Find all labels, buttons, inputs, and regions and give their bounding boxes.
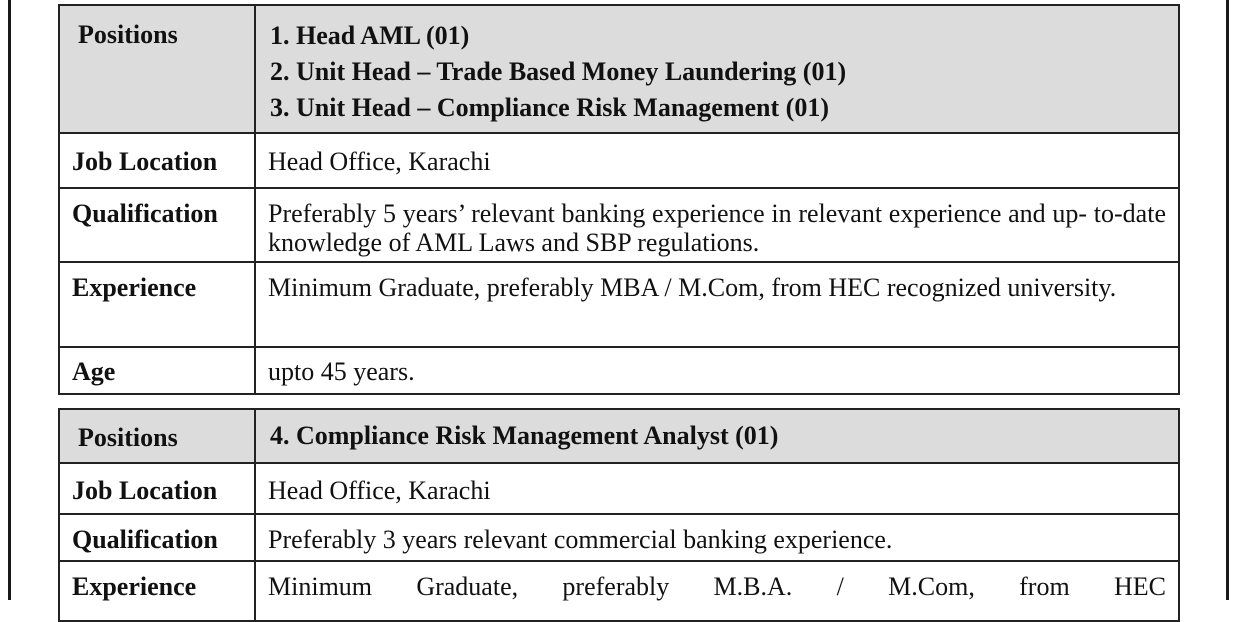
qualification-value: Preferably 5 years’ relevant banking experience in relevant experience and up- to-date knowledge of AML Laws and SBP regulations. — [255, 188, 1179, 262]
page-border-right — [1226, 0, 1229, 600]
age-row — [59, 347, 1179, 394]
positions-list — [255, 409, 1179, 463]
qualification-label: Qualification — [59, 514, 255, 561]
positions-row — [59, 5, 1179, 133]
position-item: 2. Unit Head – Trade Based Money Laundering (01) — [270, 57, 847, 86]
experience-label: Experience — [59, 561, 255, 621]
job-location-label: Job Location — [59, 463, 255, 514]
experience-label: Experience — [59, 262, 255, 347]
qualification-row — [59, 514, 1179, 561]
age-value: upto 45 years. — [255, 347, 1179, 394]
job-location-row — [59, 463, 1179, 514]
experience-value: Minimum Graduate, preferably MBA / M.Com, from HEC recognized university. — [255, 262, 1179, 347]
job-table-1 — [58, 4, 1180, 395]
position-item: 3. Unit Head – Compliance Risk Management (01) — [270, 93, 829, 122]
job-location-value: Head Office, Karachi — [255, 463, 1179, 514]
job-location-row — [59, 133, 1179, 188]
experience-value: Minimum Graduate, preferably M.B.A. / M.Com, from HEC — [255, 561, 1179, 621]
qualification-label: Qualification — [59, 188, 255, 262]
job-table-2 — [58, 408, 1180, 622]
job-location-value: Head Office, Karachi — [255, 133, 1179, 188]
positions-row — [59, 409, 1179, 463]
qualification-row — [59, 188, 1179, 262]
positions-label: Positions — [59, 409, 255, 463]
positions-list — [255, 5, 1179, 133]
qualification-value: Preferably 3 years relevant commercial banking experience. — [255, 514, 1179, 561]
experience-row — [59, 262, 1179, 347]
positions-label: Positions — [59, 5, 255, 133]
position-item: 4. Compliance Risk Management Analyst (01) — [270, 421, 779, 450]
position-item: 1. Head AML (01) — [270, 21, 470, 50]
age-label: Age — [59, 347, 255, 394]
experience-row — [59, 561, 1179, 621]
job-location-label: Job Location — [59, 133, 255, 188]
page-border-left — [8, 0, 11, 600]
